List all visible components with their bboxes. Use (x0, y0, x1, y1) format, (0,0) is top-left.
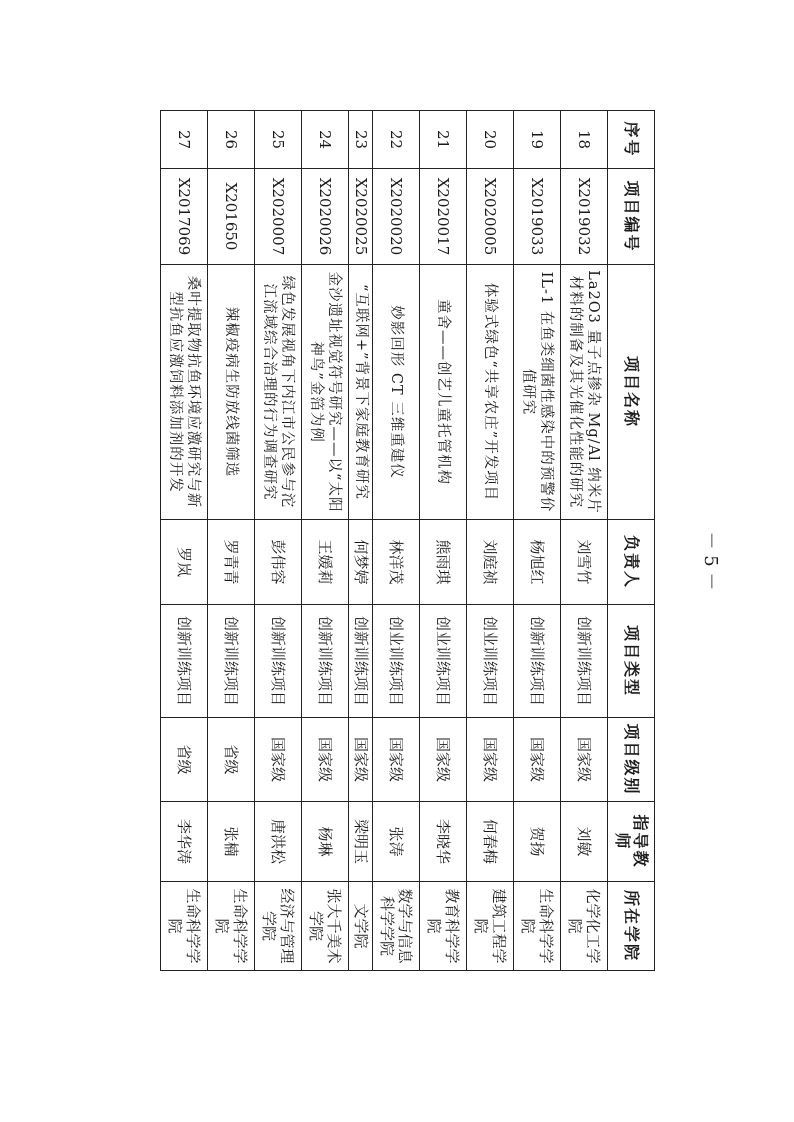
cell-type: 创新训练项目 (208, 605, 255, 718)
cell-no: 21 (420, 111, 467, 169)
cell-code: X2017069 (161, 169, 208, 265)
header-college: 所在学院 (608, 882, 655, 971)
cell-leader: 何梦婷 (348, 520, 372, 605)
header-leader: 负责人 (608, 520, 655, 605)
cell-name: 桑叶提取物抗鱼环境应激研究与新型抗鱼应激饲料添加剂的开发 (161, 265, 208, 520)
cell-type: 创新训练项目 (514, 605, 561, 718)
header-no: 序号 (608, 111, 655, 169)
cell-advisor: 张楠 (208, 802, 255, 882)
cell-type: 创新训练项目 (254, 605, 301, 718)
header-row (608, 111, 655, 971)
cell-level: 省级 (208, 718, 255, 802)
cell-name: 金沙遗址视觉符号研究——以“太阳神鸟”金箔为例 (301, 265, 348, 520)
cell-type: 创新训练项目 (161, 605, 208, 718)
table-body (161, 111, 608, 971)
cell-level: 国家级 (420, 718, 467, 802)
cell-code: X2020007 (254, 169, 301, 265)
header-level: 项目级别 (608, 718, 655, 802)
cell-code: X2020017 (420, 169, 467, 265)
cell-type: 创新训练项目 (301, 605, 348, 718)
cell-code: X2020026 (301, 169, 348, 265)
cell-college: 经济与管理学院 (254, 882, 301, 971)
cell-college: 文学院 (348, 882, 372, 971)
table-row (254, 111, 301, 971)
cell-leader: 王媛莉 (301, 520, 348, 605)
table-row (301, 111, 348, 971)
cell-college: 生命科学学院 (208, 882, 255, 971)
cell-name: 童舍——创艺儿童托管机构 (420, 265, 467, 520)
project-table-rotated (160, 110, 655, 970)
cell-no: 27 (161, 111, 208, 169)
cell-type: 创新训练项目 (561, 605, 608, 718)
cell-leader: 彭伟容 (254, 520, 301, 605)
table-row (467, 111, 514, 971)
cell-advisor: 杨琳 (301, 802, 348, 882)
table-row (161, 111, 208, 971)
cell-code: X2020020 (373, 169, 420, 265)
cell-leader: 林洋茂 (373, 520, 420, 605)
table-row (420, 111, 467, 971)
cell-type: 创业训练项目 (420, 605, 467, 718)
cell-no: 18 (561, 111, 608, 169)
cell-college: 生命科学学院 (161, 882, 208, 971)
cell-name: “互联网+”背景下家庭教育研究 (348, 265, 372, 520)
cell-leader: 罗岚 (161, 520, 208, 605)
table-row (514, 111, 561, 971)
cell-level: 国家级 (561, 718, 608, 802)
cell-code: X2020025 (348, 169, 372, 265)
table-row (561, 111, 608, 971)
cell-code: X2020005 (467, 169, 514, 265)
cell-college: 生命科学学院 (514, 882, 561, 971)
cell-no: 24 (301, 111, 348, 169)
cell-code: X2019033 (514, 169, 561, 265)
cell-no: 19 (514, 111, 561, 169)
cell-code: X201650 (208, 169, 255, 265)
cell-type: 创业训练项目 (467, 605, 514, 718)
cell-college: 化学化工学院 (561, 882, 608, 971)
cell-advisor: 李晓华 (420, 802, 467, 882)
cell-college: 教育科学学院 (420, 882, 467, 971)
project-table (160, 110, 655, 971)
cell-advisor: 张涛 (373, 802, 420, 882)
cell-name: 辣椒疫病生防放线菌筛选 (208, 265, 255, 520)
cell-name: 体验式绿色“共享农庄”开发项目 (467, 265, 514, 520)
cell-advisor: 梁明玉 (348, 802, 372, 882)
cell-no: 23 (348, 111, 372, 169)
cell-advisor: 何春梅 (467, 802, 514, 882)
table-row (208, 111, 255, 971)
cell-level: 国家级 (348, 718, 372, 802)
table-row (373, 111, 420, 971)
cell-college: 建筑工程学院 (467, 882, 514, 971)
header-type: 项目类型 (608, 605, 655, 718)
header-code: 项目编号 (608, 169, 655, 265)
cell-level: 省级 (161, 718, 208, 802)
cell-level: 国家级 (373, 718, 420, 802)
cell-level: 国家级 (514, 718, 561, 802)
cell-name: La2O3 量子点掺杂 Mg/Al 纳米片材料的制备及其光催化性能的研究 (561, 265, 608, 520)
cell-no: 26 (208, 111, 255, 169)
cell-type: 创新训练项目 (348, 605, 372, 718)
cell-level: 国家级 (254, 718, 301, 802)
table-row (348, 111, 372, 971)
page-number: － 5 － (700, 531, 721, 591)
cell-leader: 罗青青 (208, 520, 255, 605)
cell-code: X2019032 (561, 169, 608, 265)
cell-advisor: 李华涛 (161, 802, 208, 882)
cell-level: 国家级 (301, 718, 348, 802)
cell-no: 20 (467, 111, 514, 169)
cell-name: IL-1 在鱼类细菌性感染中的预警价值研究 (514, 265, 561, 520)
cell-advisor: 贺扬 (514, 802, 561, 882)
cell-college: 张大千美术学院 (301, 882, 348, 971)
cell-college: 数学与信息科学学院 (373, 882, 420, 971)
cell-name: 妙影回形 CT 三维重建仪 (373, 265, 420, 520)
cell-type: 创业训练项目 (373, 605, 420, 718)
cell-no: 22 (373, 111, 420, 169)
cell-leader: 杨旭红 (514, 520, 561, 605)
header-advisor: 指导教师 (608, 802, 655, 882)
cell-leader: 刘雪竹 (561, 520, 608, 605)
cell-level: 国家级 (467, 718, 514, 802)
header-name: 项目名称 (608, 265, 655, 520)
cell-leader: 熊雨琪 (420, 520, 467, 605)
cell-advisor: 唐洪松 (254, 802, 301, 882)
cell-name: 绿色发展视角下内江市公民参与沱江流域综合治理的行为调查研究 (254, 265, 301, 520)
cell-leader: 刘庭祯 (467, 520, 514, 605)
cell-advisor: 刘敏 (561, 802, 608, 882)
cell-no: 25 (254, 111, 301, 169)
